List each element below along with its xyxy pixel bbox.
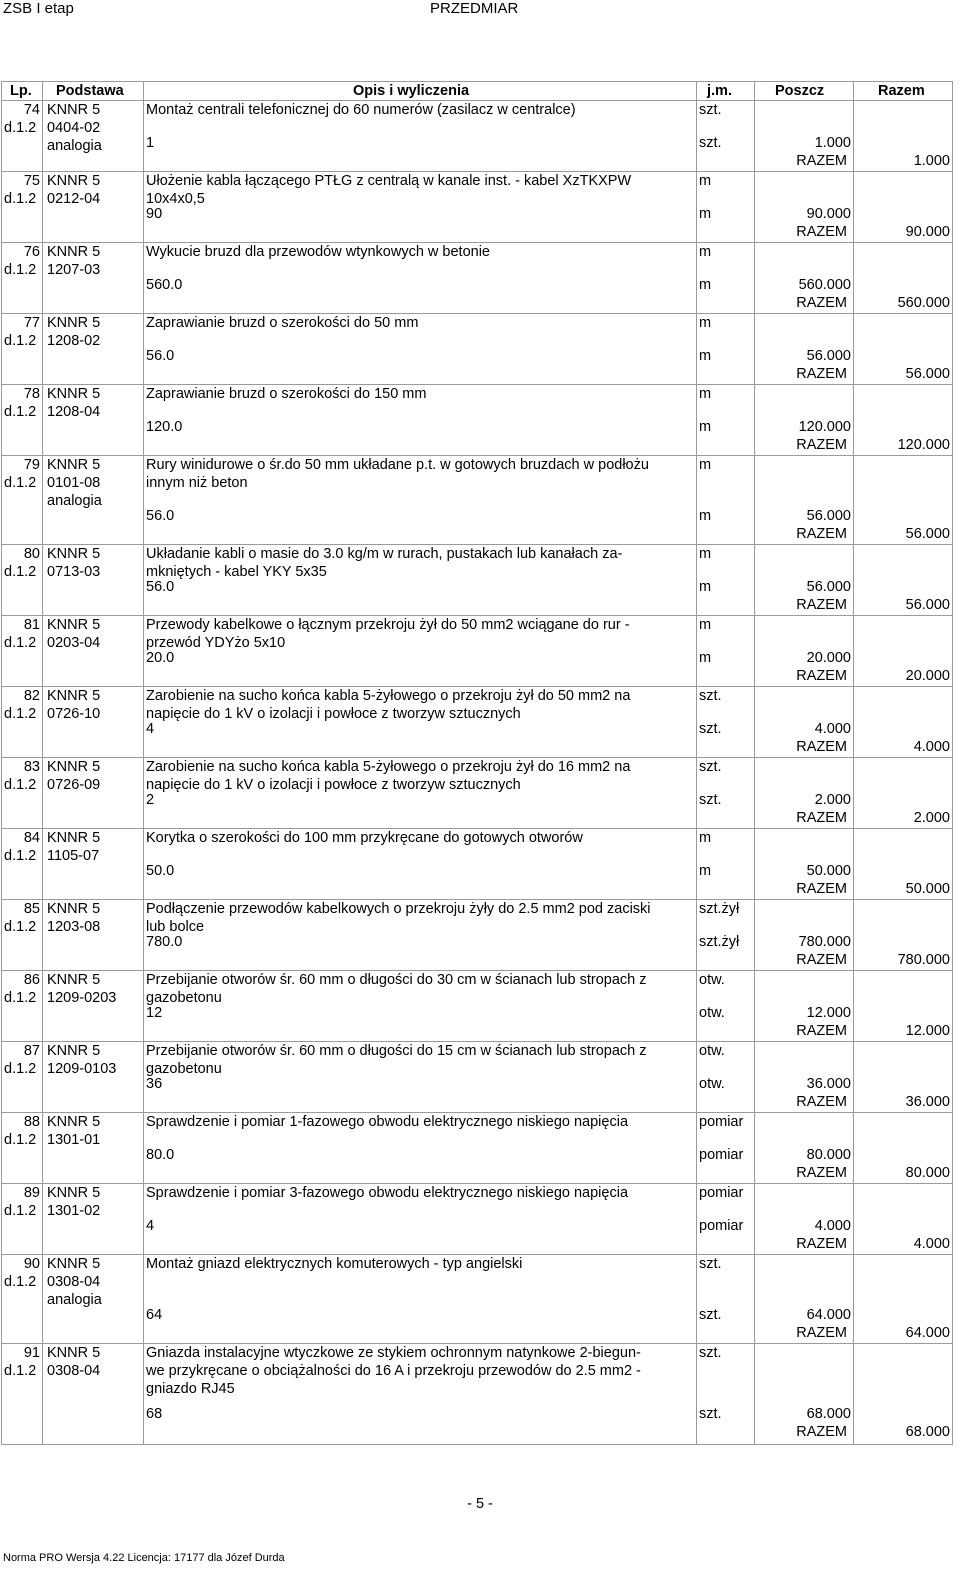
row-description: Sprawdzenie i pomiar 1-fazowego obwodu elektrycznego niskiego napięcia — [146, 1114, 629, 1130]
row-razem-label: RAZEM — [796, 668, 847, 684]
row-poszcz-value: 1.000 — [814, 135, 851, 152]
col-header-lp: Lp. — [10, 83, 32, 99]
row-total-value: 12.000 — [905, 1023, 950, 1039]
row-lp: 90 — [23, 1256, 40, 1272]
row-razem-label: RAZEM — [796, 295, 847, 311]
row-poszcz-value: 20.000 — [806, 650, 851, 667]
row-description: przewód YDYżo 5x10 — [146, 634, 286, 651]
row-lp: 83 — [23, 759, 40, 775]
row-lp: 91 — [23, 1345, 40, 1361]
row-basis-line: 1208-02 — [47, 332, 101, 349]
row-description: Zaprawianie bruzd o szerokości do 150 mm — [146, 386, 427, 402]
row-lp: 86 — [23, 972, 40, 988]
row-poszcz-value: 120.000 — [798, 419, 851, 436]
col-header-opis: Opis i wyliczenia — [353, 83, 470, 99]
row-calc-value: 56.0 — [146, 508, 175, 525]
row-lp: 81 — [23, 617, 40, 633]
row-calc-value: 12 — [146, 1005, 163, 1022]
row-divider — [1, 1183, 953, 1184]
row-basis-line: 0404-02 — [47, 119, 101, 136]
row-calc-value: 80.0 — [146, 1147, 175, 1164]
row-description: Rury winidurowe o śr.do 50 mm układane p.t. w gotowych bruzdach w podłożu — [146, 457, 649, 473]
row-basis-line: analogia — [47, 1291, 102, 1308]
row-description: Sprawdzenie i pomiar 3-fazowego obwodu elektrycznego niskiego napięcia — [146, 1185, 629, 1201]
header-divider — [1, 100, 953, 101]
row-calc-value: 120.0 — [146, 419, 183, 436]
row-poszcz-value: 4.000 — [814, 1218, 851, 1235]
row-description: Ułożenie kabla łączącego PTŁG z centralą w kanale inst. - kabel XzTKXPW — [146, 173, 632, 189]
row-poszcz-value: 68.000 — [806, 1406, 851, 1423]
row-calc-value: 64 — [146, 1307, 163, 1324]
col-divider — [42, 81, 43, 1445]
row-calc-unit: m — [699, 863, 712, 880]
row-calc-unit: pomiar — [699, 1147, 744, 1164]
row-basis-line: KNNR 5 — [47, 457, 101, 473]
row-unit: m — [699, 244, 712, 260]
row-basis-line: KNNR 5 — [47, 1114, 101, 1130]
row-razem-label: RAZEM — [796, 952, 847, 968]
document-title: PRZEDMIAR — [430, 0, 519, 17]
row-basis-line: KNNR 5 — [47, 1345, 101, 1361]
row-calc-value: 68 — [146, 1406, 163, 1423]
row-razem-label: RAZEM — [796, 526, 847, 542]
row-description: Wykucie bruzd dla przewodów wtynkowych w betonie — [146, 244, 490, 260]
row-basis-line: 0203-04 — [47, 634, 101, 651]
row-razem-label: RAZEM — [796, 437, 847, 453]
row-calc-unit: m — [699, 579, 712, 596]
row-calc-value: 780.0 — [146, 934, 183, 951]
row-razem-label: RAZEM — [796, 810, 847, 826]
row-total-value: 68.000 — [905, 1424, 950, 1440]
row-razem-label: RAZEM — [796, 1236, 847, 1252]
row-basis-line: 0726-10 — [47, 705, 101, 722]
row-basis-line: KNNR 5 — [47, 244, 101, 260]
row-divider — [1, 1041, 953, 1042]
col-divider — [696, 81, 697, 1445]
row-total-value: 80.000 — [905, 1165, 950, 1181]
row-unit: m — [699, 546, 712, 562]
row-unit: m — [699, 386, 712, 402]
row-calc-value: 20.0 — [146, 650, 175, 667]
row-calc-unit: szt. — [699, 135, 722, 152]
row-poszcz-value: 36.000 — [806, 1076, 851, 1093]
row-lp: 75 — [23, 173, 40, 189]
row-total-value: 2.000 — [913, 810, 950, 826]
row-description: Zaprawianie bruzd o szerokości do 50 mm — [146, 315, 419, 331]
row-lp: 80 — [23, 546, 40, 562]
row-unit: m — [699, 617, 712, 633]
row-calc-unit: otw. — [699, 1005, 725, 1022]
row-razem-label: RAZEM — [796, 1165, 847, 1181]
row-calc-unit: m — [699, 650, 712, 667]
row-prefix: d.1.2 — [4, 1060, 37, 1077]
row-divider — [1, 828, 953, 829]
row-unit: szt. — [699, 102, 722, 118]
row-lp: 88 — [23, 1114, 40, 1130]
row-poszcz-value: 56.000 — [806, 348, 851, 365]
row-basis-line: KNNR 5 — [47, 759, 101, 775]
row-total-value: 20.000 — [905, 668, 950, 684]
row-poszcz-value: 2.000 — [814, 792, 851, 809]
row-unit: m — [699, 457, 712, 473]
row-basis-line: 1105-07 — [47, 847, 100, 864]
row-prefix: d.1.2 — [4, 474, 37, 491]
row-lp: 82 — [23, 688, 40, 704]
row-divider — [1, 384, 953, 385]
row-unit: szt. — [699, 759, 722, 775]
row-unit: otw. — [699, 1043, 725, 1059]
row-poszcz-value: 12.000 — [806, 1005, 851, 1022]
row-unit: szt.żył — [699, 901, 740, 917]
row-calc-unit: m — [699, 206, 712, 223]
row-calc-value: 1 — [146, 135, 155, 152]
row-razem-label: RAZEM — [796, 153, 847, 169]
col-header-razem: Razem — [878, 83, 925, 99]
row-poszcz-value: 560.000 — [798, 277, 851, 294]
row-prefix: d.1.2 — [4, 1362, 37, 1379]
row-razem-label: RAZEM — [796, 739, 847, 755]
row-lp: 74 — [23, 102, 40, 118]
row-basis-line: KNNR 5 — [47, 901, 101, 917]
row-calc-value: 50.0 — [146, 863, 175, 880]
row-calc-unit: m — [699, 419, 712, 436]
row-poszcz-value: 90.000 — [806, 206, 851, 223]
row-calc-value: 56.0 — [146, 579, 175, 596]
row-divider — [1, 313, 953, 314]
row-basis-line: KNNR 5 — [47, 1256, 101, 1272]
row-divider — [1, 1112, 953, 1113]
row-basis-line: analogia — [47, 492, 102, 509]
row-unit: m — [699, 315, 712, 331]
row-calc-unit: m — [699, 277, 712, 294]
row-prefix: d.1.2 — [4, 563, 37, 580]
row-total-value: 4.000 — [913, 739, 950, 755]
row-calc-value: 90 — [146, 206, 163, 223]
col-divider — [143, 81, 144, 1445]
row-description: gazobetonu — [146, 989, 222, 1006]
row-description: Przebijanie otworów śr. 60 mm o długości do 15 cm w ścianach lub stropach z — [146, 1043, 647, 1059]
row-basis-line: 1208-04 — [47, 403, 101, 420]
row-unit: m — [699, 830, 712, 846]
row-description: Zarobienie na sucho końca kabla 5-żyłowego o przekroju żył do 50 mm2 na — [146, 688, 631, 704]
row-total-value: 50.000 — [905, 881, 950, 897]
row-description: gazobetonu — [146, 1060, 222, 1077]
footer-license: Norma PRO Wersja 4.22 Licencja: 17177 dla Józef Durda — [3, 1552, 285, 1564]
row-divider — [1, 171, 953, 172]
row-basis-line: 0726-09 — [47, 776, 101, 793]
row-total-value: 4.000 — [913, 1236, 950, 1252]
row-calc-value: 36 — [146, 1076, 163, 1093]
row-calc-value: 56.0 — [146, 348, 175, 365]
row-basis-line: KNNR 5 — [47, 1043, 101, 1059]
row-calc-value: 4 — [146, 1218, 155, 1235]
row-prefix: d.1.2 — [4, 989, 37, 1006]
row-prefix: d.1.2 — [4, 119, 37, 136]
row-unit: pomiar — [699, 1114, 744, 1130]
row-razem-label: RAZEM — [796, 1023, 847, 1039]
row-prefix: d.1.2 — [4, 847, 37, 864]
row-razem-label: RAZEM — [796, 366, 847, 382]
row-razem-label: RAZEM — [796, 597, 847, 613]
row-divider — [1, 686, 953, 687]
row-razem-label: RAZEM — [796, 224, 847, 240]
row-total-value: 56.000 — [905, 526, 950, 542]
row-prefix: d.1.2 — [4, 776, 37, 793]
row-calc-value: 560.0 — [146, 277, 183, 294]
row-description: Montaż gniazd elektrycznych komuterowych - typ angielski — [146, 1256, 523, 1272]
row-basis-line: 1207-03 — [47, 261, 101, 278]
col-header-jm: j.m. — [707, 83, 732, 99]
row-total-value: 780.000 — [897, 952, 950, 968]
row-divider — [1, 1254, 953, 1255]
row-basis-line: KNNR 5 — [47, 688, 101, 704]
row-basis-line: 0308-04 — [47, 1273, 101, 1290]
row-basis-line: 1209-0103 — [47, 1060, 117, 1077]
row-basis-line: 1301-01 — [47, 1131, 101, 1148]
row-divider — [1, 1343, 953, 1344]
row-razem-label: RAZEM — [796, 1094, 847, 1110]
row-basis-line: 0713-03 — [47, 563, 101, 580]
row-unit: m — [699, 173, 712, 189]
row-description: innym niż beton — [146, 474, 248, 491]
row-unit: pomiar — [699, 1185, 744, 1201]
row-description: napięcie do 1 kV o izolacji i powłoce z tworzyw sztucznych — [146, 776, 521, 793]
row-lp: 87 — [23, 1043, 40, 1059]
row-poszcz-value: 56.000 — [806, 579, 851, 596]
row-calc-unit: szt. — [699, 1307, 722, 1324]
row-description: Zarobienie na sucho końca kabla 5-żyłowego o przekroju żył do 16 mm2 na — [146, 759, 631, 775]
row-calc-unit: pomiar — [699, 1218, 744, 1235]
row-description: gniazdo RJ45 — [146, 1380, 235, 1397]
row-calc-value: 2 — [146, 792, 155, 809]
row-basis-line: KNNR 5 — [47, 386, 101, 402]
row-description: Podłączenie przewodów kabelkowych o przekroju żyły do 2.5 mm2 pod zaciski — [146, 901, 651, 917]
row-total-value: 56.000 — [905, 597, 950, 613]
row-prefix: d.1.2 — [4, 705, 37, 722]
row-description: 10x4x0,5 — [146, 190, 205, 207]
row-description: Przewody kabelkowe o łącznym przekroju żył do 50 mm2 wciągane do rur - — [146, 617, 630, 633]
row-prefix: d.1.2 — [4, 1202, 37, 1219]
row-basis-line: KNNR 5 — [47, 102, 101, 118]
row-prefix: d.1.2 — [4, 1273, 37, 1290]
row-poszcz-value: 80.000 — [806, 1147, 851, 1164]
col-header-poszcz: Poszcz — [775, 83, 825, 99]
row-poszcz-value: 56.000 — [806, 508, 851, 525]
project-title: ZSB I etap — [3, 0, 74, 17]
row-calc-unit: m — [699, 348, 712, 365]
row-description: lub bolce — [146, 918, 205, 935]
row-total-value: 560.000 — [897, 295, 950, 311]
row-description: Przebijanie otworów śr. 60 mm o długości do 30 cm w ścianach lub stropach z — [146, 972, 647, 988]
row-basis-line: 0212-04 — [47, 190, 101, 207]
row-lp: 78 — [23, 386, 40, 402]
row-total-value: 36.000 — [905, 1094, 950, 1110]
row-razem-label: RAZEM — [796, 1424, 847, 1440]
row-lp: 76 — [23, 244, 40, 260]
row-basis-line: 0101-08 — [47, 474, 101, 491]
row-basis-line: 1301-02 — [47, 1202, 101, 1219]
row-poszcz-value: 4.000 — [814, 721, 851, 738]
row-calc-unit: otw. — [699, 1076, 725, 1093]
row-divider — [1, 899, 953, 900]
row-calc-unit: m — [699, 508, 712, 525]
row-divider — [1, 544, 953, 545]
row-unit: szt. — [699, 688, 722, 704]
row-basis-line: KNNR 5 — [47, 830, 101, 846]
row-lp: 84 — [23, 830, 40, 846]
row-unit: otw. — [699, 972, 725, 988]
row-description: we przykręcane o obciążalności do 16 A i przekroju przewodów do 2.5 mm2 - — [146, 1362, 641, 1379]
row-basis-line: analogia — [47, 137, 102, 154]
row-basis-line: 0308-04 — [47, 1362, 101, 1379]
row-prefix: d.1.2 — [4, 918, 37, 935]
row-calc-unit: szt. — [699, 1406, 722, 1423]
row-lp: 79 — [23, 457, 40, 473]
row-divider — [1, 757, 953, 758]
row-calc-value: 4 — [146, 721, 155, 738]
row-description: Korytka o szerokości do 100 mm przykręcane do gotowych otworów — [146, 830, 583, 846]
row-total-value: 64.000 — [905, 1325, 950, 1341]
row-lp: 89 — [23, 1185, 40, 1201]
page-number: - 5 - — [467, 1496, 493, 1512]
row-razem-label: RAZEM — [796, 1325, 847, 1341]
row-divider — [1, 970, 953, 971]
row-prefix: d.1.2 — [4, 190, 37, 207]
row-basis-line: KNNR 5 — [47, 972, 101, 988]
row-description: Układanie kabli o masie do 3.0 kg/m w rurach, pustakach lub kanałach za- — [146, 546, 623, 562]
row-unit: szt. — [699, 1345, 722, 1361]
row-basis-line: KNNR 5 — [47, 546, 101, 562]
row-prefix: d.1.2 — [4, 332, 37, 349]
row-description: mkniętych - kabel YKY 5x35 — [146, 563, 327, 580]
row-prefix: d.1.2 — [4, 403, 37, 420]
row-prefix: d.1.2 — [4, 1131, 37, 1148]
row-total-value: 120.000 — [897, 437, 950, 453]
row-prefix: d.1.2 — [4, 634, 37, 651]
row-basis-line: KNNR 5 — [47, 173, 101, 189]
row-basis-line: 1209-0203 — [47, 989, 117, 1006]
row-poszcz-value: 50.000 — [806, 863, 851, 880]
row-total-value: 56.000 — [905, 366, 950, 382]
row-unit: szt. — [699, 1256, 722, 1272]
row-divider — [1, 615, 953, 616]
row-basis-line: 1203-08 — [47, 918, 101, 935]
row-lp: 77 — [23, 315, 40, 331]
row-calc-unit: szt.żył — [699, 934, 740, 951]
row-description: Gniazda instalacyjne wtyczkowe ze stykiem ochronnym natynkowe 2-biegun- — [146, 1345, 641, 1361]
row-basis-line: KNNR 5 — [47, 315, 101, 331]
row-poszcz-value: 780.000 — [798, 934, 851, 951]
row-prefix: d.1.2 — [4, 261, 37, 278]
row-razem-label: RAZEM — [796, 881, 847, 897]
page-header — [0, 0, 960, 20]
row-total-value: 90.000 — [905, 224, 950, 240]
row-calc-unit: szt. — [699, 792, 722, 809]
row-poszcz-value: 64.000 — [806, 1307, 851, 1324]
row-calc-unit: szt. — [699, 721, 722, 738]
col-header-podstawa: Podstawa — [56, 83, 124, 99]
row-divider — [1, 455, 953, 456]
row-divider — [1, 242, 953, 243]
row-basis-line: KNNR 5 — [47, 617, 101, 633]
row-basis-line: KNNR 5 — [47, 1185, 101, 1201]
row-total-value: 1.000 — [913, 153, 950, 169]
row-description: Montaż centrali telefonicznej do 60 numerów (zasilacz w centralce) — [146, 102, 576, 118]
row-description: napięcie do 1 kV o izolacji i powłoce z tworzyw sztucznych — [146, 705, 521, 722]
row-lp: 85 — [23, 901, 40, 917]
